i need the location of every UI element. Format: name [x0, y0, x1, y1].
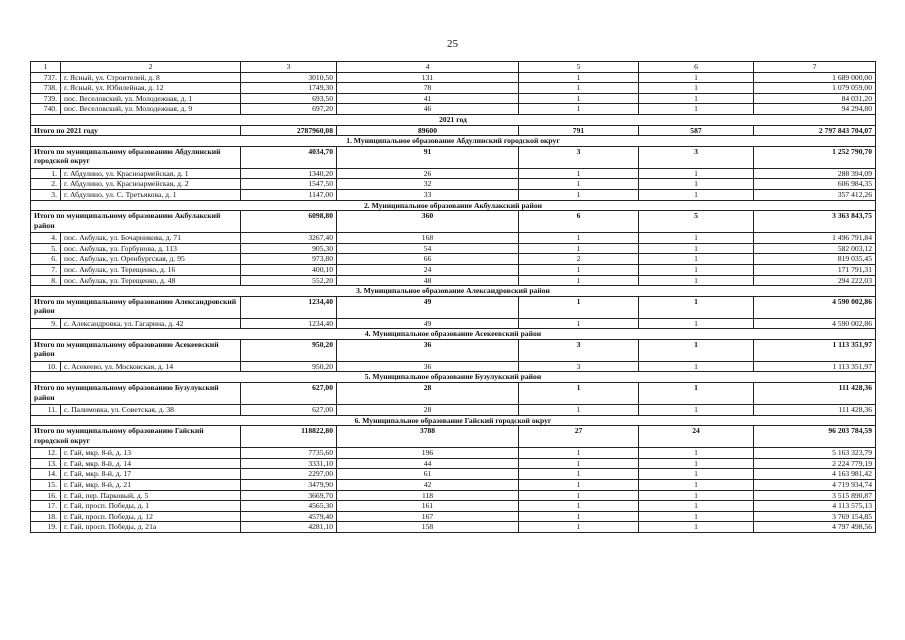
subtotal-row: [31, 426, 876, 448]
section-label: 4. Муниципальное образование Асекеевский район: [31, 329, 876, 340]
address-cell: г. Абдулино, ул. Красноармейская, д. 2: [61, 179, 241, 190]
total-amount: 3 363 843,75: [754, 211, 876, 233]
amount-cell: 94 294,80: [754, 104, 876, 115]
area-cell: 4579,40: [241, 511, 337, 522]
table-row: [31, 448, 876, 459]
area-cell: 3267,40: [241, 233, 337, 244]
area-cell: 1547,50: [241, 179, 337, 190]
address-cell: г. Гай, просп. Победы, д. 21а: [61, 522, 241, 533]
address-cell: г. Ясный, ул. Строителей, д. 8: [61, 72, 241, 83]
total-col5: 27: [519, 426, 639, 448]
area-cell: 973,80: [241, 254, 337, 265]
area-cell: 1749,30: [241, 83, 337, 94]
total-col5: 1: [519, 296, 639, 318]
col5-cell: 1: [519, 189, 639, 200]
amount-cell: 1 496 791,84: [754, 233, 876, 244]
year-header-row: [31, 114, 876, 125]
address-cell: г. Гай, мкр. 8-й, д. 21: [61, 480, 241, 491]
section-header-row: [31, 136, 876, 147]
row-number: 15.: [31, 480, 61, 491]
col5-cell: 1: [519, 275, 639, 286]
total-area: 627,00: [241, 383, 337, 405]
row-number: 2.: [31, 179, 61, 190]
col5-cell: 1: [519, 448, 639, 459]
area-cell: 7735,60: [241, 448, 337, 459]
section-header-row: [31, 372, 876, 383]
count-cell: 32: [337, 179, 519, 190]
header-cell: 2: [61, 62, 241, 73]
total-col6: 24: [639, 426, 754, 448]
count-cell: 24: [337, 264, 519, 275]
address-cell: пос. Акбулак, ул. Оренбургская, д. 95: [61, 254, 241, 265]
total-label: Итого по муниципальному образованию Асекеевский район: [31, 339, 241, 361]
col6-cell: 1: [639, 490, 754, 501]
subtotal-row: [31, 296, 876, 318]
subtotal-row: [31, 211, 876, 233]
row-number: 737.: [31, 72, 61, 83]
area-cell: 1340,20: [241, 168, 337, 179]
total-col5: 3: [519, 339, 639, 361]
count-cell: 42: [337, 480, 519, 491]
section-label: 1. Муниципальное образование Абдулинский городской округ: [31, 136, 876, 147]
count-cell: 41: [337, 93, 519, 104]
total-col6: 1: [639, 339, 754, 361]
count-cell: 54: [337, 243, 519, 254]
amount-cell: 3 515 890,87: [754, 490, 876, 501]
amount-cell: 4 719 934,74: [754, 480, 876, 491]
amount-cell: 294 222,03: [754, 275, 876, 286]
col5-cell: 1: [519, 93, 639, 104]
total-label: Итого по муниципальному образованию Гайский городской округ: [31, 426, 241, 448]
count-cell: 26: [337, 168, 519, 179]
grand-total-row: [31, 125, 876, 136]
row-number: 738.: [31, 83, 61, 94]
total-label: Итого по 2021 году: [31, 125, 241, 136]
section-header-row: [31, 329, 876, 340]
row-number: 12.: [31, 448, 61, 459]
area-cell: 627,00: [241, 405, 337, 416]
address-cell: г. Гай, просп. Победы, д. 1: [61, 501, 241, 512]
table-row: [31, 233, 876, 244]
table-row: [31, 72, 876, 83]
col5-cell: 1: [519, 233, 639, 244]
area-cell: 905,30: [241, 243, 337, 254]
col6-cell: 1: [639, 405, 754, 416]
amount-cell: 357 412,26: [754, 189, 876, 200]
total-amount: 4 590 002,86: [754, 296, 876, 318]
subtotal-row: [31, 383, 876, 405]
total-area: 6098,80: [241, 211, 337, 233]
col6-cell: 1: [639, 448, 754, 459]
total-area: 118822,80: [241, 426, 337, 448]
address-cell: с. Асекеево, ул. Московская, д. 14: [61, 361, 241, 372]
address-cell: пос. Акбулак, ул. Терещенко, д. 16: [61, 264, 241, 275]
col6-cell: 1: [639, 104, 754, 115]
col6-cell: 1: [639, 469, 754, 480]
total-count: 89600: [337, 125, 519, 136]
area-cell: 3331,10: [241, 458, 337, 469]
row-number: 7.: [31, 264, 61, 275]
total-col6: 587: [639, 125, 754, 136]
col5-cell: 1: [519, 243, 639, 254]
row-number: 9.: [31, 318, 61, 329]
col6-cell: 1: [639, 264, 754, 275]
table-row: [31, 243, 876, 254]
total-label: Итого по муниципальному образованию Акбулакский район: [31, 211, 241, 233]
table-row: [31, 501, 876, 512]
total-label: Итого по муниципальному образованию Абдулинский городской округ: [31, 146, 241, 168]
total-col6: 5: [639, 211, 754, 233]
table-row: [31, 490, 876, 501]
amount-cell: 819 035,45: [754, 254, 876, 265]
col6-cell: 1: [639, 522, 754, 533]
count-cell: 196: [337, 448, 519, 459]
amount-cell: 582 003,12: [754, 243, 876, 254]
total-col5: 1: [519, 383, 639, 405]
table-row: [31, 275, 876, 286]
col5-cell: 1: [519, 458, 639, 469]
col5-cell: 1: [519, 72, 639, 83]
table-row: [31, 179, 876, 190]
count-cell: 28: [337, 405, 519, 416]
section-header-row: [31, 200, 876, 211]
table-row: [31, 405, 876, 416]
col6-cell: 1: [639, 83, 754, 94]
row-number: 6.: [31, 254, 61, 265]
total-area: 1234,40: [241, 296, 337, 318]
row-number: 739.: [31, 93, 61, 104]
area-cell: 3669,70: [241, 490, 337, 501]
address-cell: пос. Веселовский, ул. Молодежная, д. 9: [61, 104, 241, 115]
row-number: 5.: [31, 243, 61, 254]
col6-cell: 1: [639, 243, 754, 254]
col5-cell: 1: [519, 168, 639, 179]
area-cell: 693,50: [241, 93, 337, 104]
total-count: 3788: [337, 426, 519, 448]
col6-cell: 1: [639, 275, 754, 286]
area-cell: 4281,10: [241, 522, 337, 533]
table-row: [31, 93, 876, 104]
col6-cell: 1: [639, 501, 754, 512]
col5-cell: 1: [519, 501, 639, 512]
count-cell: 161: [337, 501, 519, 512]
col6-cell: 1: [639, 72, 754, 83]
count-cell: 48: [337, 275, 519, 286]
col6-cell: 1: [639, 93, 754, 104]
area-cell: 4565,30: [241, 501, 337, 512]
count-cell: 44: [337, 458, 519, 469]
total-col6: 1: [639, 296, 754, 318]
amount-cell: 84 031,20: [754, 93, 876, 104]
total-col5: 791: [519, 125, 639, 136]
total-count: 36: [337, 339, 519, 361]
section-label: 3. Муниципальное образование Александровский район: [31, 286, 876, 297]
total-amount: 111 428,36: [754, 383, 876, 405]
row-number: 13.: [31, 458, 61, 469]
amount-cell: 4 797 498,56: [754, 522, 876, 533]
count-cell: 36: [337, 361, 519, 372]
address-cell: г. Гай, мкр. 8-й, д. 17: [61, 469, 241, 480]
subtotal-row: [31, 146, 876, 168]
address-cell: г. Абдулино, ул. С. Третьякова, д. 1: [61, 189, 241, 200]
count-cell: 66: [337, 254, 519, 265]
amount-cell: 3 769 154,85: [754, 511, 876, 522]
row-number: 19.: [31, 522, 61, 533]
address-cell: г. Гай, мкр. 8-й, д. 14: [61, 458, 241, 469]
area-cell: 1147,00: [241, 189, 337, 200]
col5-cell: 1: [519, 522, 639, 533]
row-number: 8.: [31, 275, 61, 286]
header-cell: 7: [754, 62, 876, 73]
count-cell: 61: [337, 469, 519, 480]
col5-cell: 2: [519, 254, 639, 265]
table-row: [31, 83, 876, 94]
count-cell: 33: [337, 189, 519, 200]
section-label: 5. Муниципальное образование Бузулукский район: [31, 372, 876, 383]
address-cell: г. Абдулино, ул. Красноармейская, д. 1: [61, 168, 241, 179]
row-number: 3.: [31, 189, 61, 200]
table-row: [31, 264, 876, 275]
area-cell: 1234,40: [241, 318, 337, 329]
total-col5: 6: [519, 211, 639, 233]
row-number: 1.: [31, 168, 61, 179]
section-label: 2. Муниципальное образование Акбулакский район: [31, 200, 876, 211]
table-header-row: [31, 62, 876, 73]
col5-cell: 1: [519, 511, 639, 522]
row-number: 740.: [31, 104, 61, 115]
address-cell: с. Палимовка, ул. Советская, д. 38: [61, 405, 241, 416]
amount-cell: 1 689 000,00: [754, 72, 876, 83]
table-body: [31, 62, 876, 533]
total-col6: 3: [639, 146, 754, 168]
col6-cell: 1: [639, 318, 754, 329]
address-cell: г. Гай, просп. Победы, д. 12: [61, 511, 241, 522]
amount-cell: 4 113 575,13: [754, 501, 876, 512]
col5-cell: 3: [519, 361, 639, 372]
col5-cell: 1: [519, 318, 639, 329]
amount-cell: 111 428,36: [754, 405, 876, 416]
count-cell: 118: [337, 490, 519, 501]
area-cell: 950,20: [241, 361, 337, 372]
col6-cell: 1: [639, 179, 754, 190]
address-cell: пос. Акбулак, ул. Бочарникова, д. 71: [61, 233, 241, 244]
section-header-row: [31, 415, 876, 426]
total-label: Итого по муниципальному образованию Александровский район: [31, 296, 241, 318]
address-cell: с. Александровка, ул. Гагарина, д. 42: [61, 318, 241, 329]
total-col5: 3: [519, 146, 639, 168]
area-cell: 400,10: [241, 264, 337, 275]
total-area: 4034,70: [241, 146, 337, 168]
total-count: 28: [337, 383, 519, 405]
data-table: [30, 61, 876, 533]
amount-cell: 4 163 981,42: [754, 469, 876, 480]
col5-cell: 1: [519, 264, 639, 275]
table-row: [31, 168, 876, 179]
count-cell: 158: [337, 522, 519, 533]
header-cell: 1: [31, 62, 61, 73]
table-row: [31, 189, 876, 200]
address-cell: г. Ясный, ул. Юбилейная, д. 12: [61, 83, 241, 94]
col5-cell: 1: [519, 490, 639, 501]
table-row: [31, 318, 876, 329]
area-cell: 2297,00: [241, 469, 337, 480]
total-amount: 96 203 784,59: [754, 426, 876, 448]
count-cell: 46: [337, 104, 519, 115]
col6-cell: 1: [639, 168, 754, 179]
col6-cell: 1: [639, 254, 754, 265]
col5-cell: 1: [519, 405, 639, 416]
address-cell: г. Гай, мкр. 8-й, д. 13: [61, 448, 241, 459]
col6-cell: 1: [639, 480, 754, 491]
section-label: 6. Муниципальное образование Гайский городской округ: [31, 415, 876, 426]
header-cell: 4: [337, 62, 519, 73]
row-number: 17.: [31, 501, 61, 512]
total-amount: 2 797 843 704,07: [754, 125, 876, 136]
amount-cell: 606 984,35: [754, 179, 876, 190]
table-row: [31, 104, 876, 115]
col5-cell: 1: [519, 104, 639, 115]
table-row: [31, 511, 876, 522]
total-amount: 1 252 790,70: [754, 146, 876, 168]
row-number: 14.: [31, 469, 61, 480]
amount-cell: 288 394,09: [754, 168, 876, 179]
amount-cell: 4 590 002,86: [754, 318, 876, 329]
row-number: 18.: [31, 511, 61, 522]
header-cell: 5: [519, 62, 639, 73]
col5-cell: 1: [519, 179, 639, 190]
address-cell: пос. Акбулак, ул. Терещенко, д. 48: [61, 275, 241, 286]
header-cell: 3: [241, 62, 337, 73]
year-label: 2021 год: [31, 114, 876, 125]
col6-cell: 1: [639, 361, 754, 372]
col6-cell: 1: [639, 458, 754, 469]
area-cell: 3010,50: [241, 72, 337, 83]
table-row: [31, 254, 876, 265]
col5-cell: 1: [519, 83, 639, 94]
total-area: 950,20: [241, 339, 337, 361]
total-count: 91: [337, 146, 519, 168]
header-cell: 6: [639, 62, 754, 73]
total-label: Итого по муниципальному образованию Бузулукский район: [31, 383, 241, 405]
row-number: 16.: [31, 490, 61, 501]
count-cell: 168: [337, 233, 519, 244]
col6-cell: 1: [639, 511, 754, 522]
count-cell: 49: [337, 318, 519, 329]
area-cell: 552,20: [241, 275, 337, 286]
table-row: [31, 522, 876, 533]
total-area: 2787960,08: [241, 125, 337, 136]
total-amount: 1 113 351,97: [754, 339, 876, 361]
count-cell: 131: [337, 72, 519, 83]
subtotal-row: [31, 339, 876, 361]
address-cell: пос. Акбулак, ул. Горбунова, д. 113: [61, 243, 241, 254]
total-count: 49: [337, 296, 519, 318]
table-row: [31, 469, 876, 480]
col5-cell: 1: [519, 480, 639, 491]
address-cell: г. Гай, пер. Парковый, д. 5: [61, 490, 241, 501]
amount-cell: 5 163 323,79: [754, 448, 876, 459]
amount-cell: 1 079 059,00: [754, 83, 876, 94]
row-number: 4.: [31, 233, 61, 244]
col5-cell: 1: [519, 469, 639, 480]
row-number: 10.: [31, 361, 61, 372]
col6-cell: 1: [639, 189, 754, 200]
total-count: 360: [337, 211, 519, 233]
table-row: [31, 480, 876, 491]
section-header-row: [31, 286, 876, 297]
amount-cell: 171 791,31: [754, 264, 876, 275]
amount-cell: 2 224 779,19: [754, 458, 876, 469]
row-number: 11.: [31, 405, 61, 416]
total-col6: 1: [639, 383, 754, 405]
count-cell: 167: [337, 511, 519, 522]
table-row: [31, 361, 876, 372]
address-cell: пос. Веселовский, ул. Молодежная, д. 1: [61, 93, 241, 104]
col6-cell: 1: [639, 233, 754, 244]
area-cell: 3479,90: [241, 480, 337, 491]
area-cell: 697,20: [241, 104, 337, 115]
count-cell: 78: [337, 83, 519, 94]
page-number: 25: [447, 38, 458, 50]
amount-cell: 1 113 351,97: [754, 361, 876, 372]
table-row: [31, 458, 876, 469]
